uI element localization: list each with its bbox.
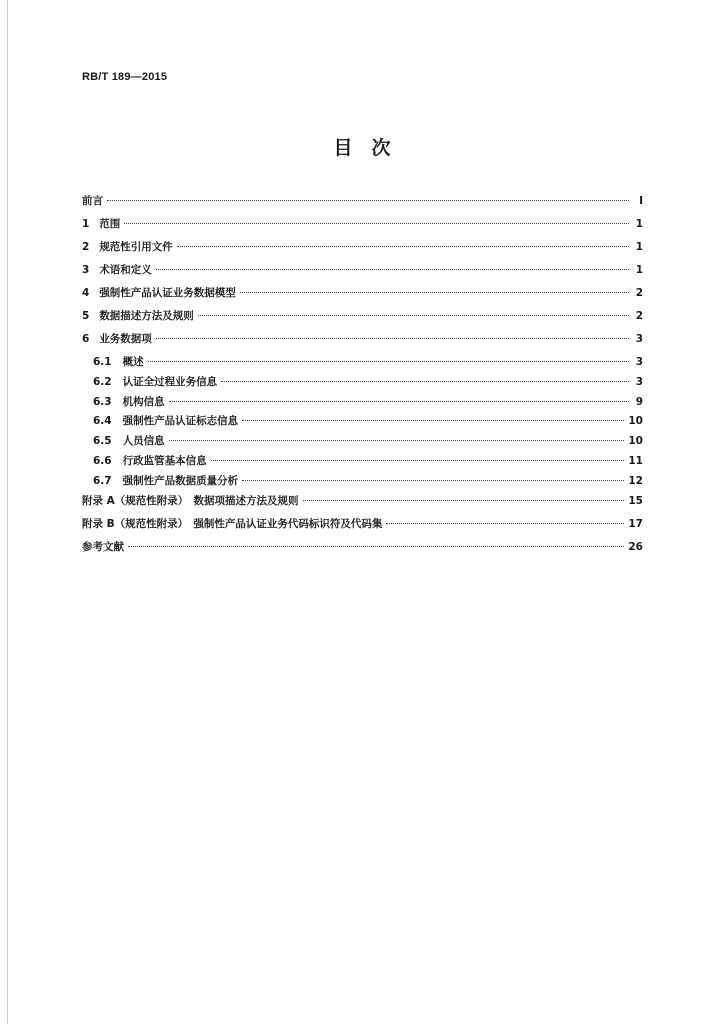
toc-entry[interactable] <box>82 262 643 285</box>
toc-number: 6.6 <box>93 454 112 467</box>
toc-title: 数据描述方法及规则 <box>99 310 194 322</box>
toc-entry[interactable] <box>82 331 643 354</box>
toc-title: 强制性产品数据质量分析 <box>122 474 239 487</box>
page-title: 目 次 <box>333 137 391 159</box>
toc-page-number: 9 <box>635 395 643 408</box>
toc-number: 6.2 <box>93 375 112 388</box>
toc-leader-dots <box>148 361 629 362</box>
toc-leader-dots <box>156 338 629 339</box>
toc-title: 强制性产品认证业务数据模型 <box>99 287 236 299</box>
toc-subentry[interactable] <box>82 413 643 433</box>
toc-page-number: 1 <box>635 264 643 276</box>
toc-title: 业务数据项 <box>99 333 152 345</box>
toc-title: 机构信息 <box>122 395 165 408</box>
toc-page-number: 3 <box>635 356 643 368</box>
toc-page-number: 1 <box>635 241 643 253</box>
toc-entry[interactable] <box>82 539 643 562</box>
toc-page-number: 10 <box>628 435 643 448</box>
toc-number: 5 <box>82 310 90 322</box>
toc-leader-dots <box>169 440 625 441</box>
toc-title: 参考文献 <box>82 540 124 553</box>
toc-page-number: 15 <box>628 494 643 507</box>
toc-entry[interactable] <box>82 285 643 308</box>
toc-page-number: 26 <box>628 540 643 553</box>
toc-number: 6.7 <box>93 474 112 487</box>
toc-page-number: 11 <box>628 454 643 467</box>
toc-title: 范围 <box>99 218 121 230</box>
toc-number: 2 <box>82 241 90 253</box>
toc-leader-dots <box>221 381 629 382</box>
toc-entry[interactable] <box>82 308 643 331</box>
toc-page-number: 2 <box>635 310 643 322</box>
toc-subentry[interactable] <box>82 453 643 473</box>
toc-leader-dots <box>386 523 624 524</box>
toc-leader-dots <box>242 480 624 481</box>
toc-title: 认证全过程业务信息 <box>122 375 218 388</box>
toc-number: 4 <box>82 287 90 299</box>
toc-leader-dots <box>128 546 624 547</box>
table-of-contents <box>82 193 643 562</box>
toc-subentry[interactable] <box>82 433 643 453</box>
toc-number: 6 <box>82 333 90 345</box>
toc-entry[interactable] <box>82 193 643 216</box>
toc-leader-dots <box>242 420 624 421</box>
toc-title: 人员信息 <box>122 435 165 448</box>
toc-leader-dots <box>303 500 625 501</box>
toc-leader-dots <box>198 315 629 316</box>
toc-leader-dots <box>211 460 625 461</box>
toc-leader-dots <box>177 246 629 247</box>
toc-page-number: 17 <box>628 517 643 530</box>
toc-leader-dots <box>107 200 629 201</box>
toc-title: 附录 A（规范性附录） 数据项描述方法及规则 <box>82 494 299 507</box>
toc-entry[interactable] <box>82 516 643 539</box>
toc-page-number: 3 <box>635 375 643 388</box>
toc-subentry[interactable] <box>82 374 643 394</box>
toc-title: 强制性产品认证标志信息 <box>122 415 239 428</box>
toc-number: 6.5 <box>93 435 112 448</box>
toc-number: 6.4 <box>93 415 112 428</box>
toc-page-number: Ⅰ <box>639 195 643 207</box>
toc-title: 前言 <box>82 195 103 207</box>
toc-title: 规范性引用文件 <box>99 241 173 253</box>
toc-title: 附录 B（规范性附录） 强制性产品认证业务代码标识符及代码集 <box>82 517 383 530</box>
toc-page-number: 1 <box>635 218 643 230</box>
toc-leader-dots <box>240 292 629 293</box>
toc-leader-dots <box>156 269 629 270</box>
toc-title: 行政监管基本信息 <box>122 454 207 467</box>
toc-title: 术语和定义 <box>99 264 152 276</box>
toc-page-number: 2 <box>635 287 643 299</box>
toc-page-number: 10 <box>628 415 643 428</box>
toc-leader-dots <box>169 401 629 402</box>
toc-entry[interactable] <box>82 216 643 239</box>
toc-entry[interactable] <box>82 239 643 262</box>
toc-number: 6.1 <box>93 356 112 368</box>
toc-subentry[interactable] <box>82 473 643 493</box>
toc-page-number: 3 <box>635 333 643 345</box>
toc-page-number: 12 <box>628 474 643 487</box>
toc-leader-dots <box>124 223 629 224</box>
toc-entry[interactable] <box>82 493 643 516</box>
toc-subentry[interactable] <box>82 354 643 374</box>
toc-number: 6.3 <box>93 395 112 408</box>
toc-number: 1 <box>82 218 90 230</box>
toc-subentry[interactable] <box>82 394 643 414</box>
standard-code: RB/T 189—2015 <box>82 71 168 83</box>
toc-title: 概述 <box>122 356 144 368</box>
toc-number: 3 <box>82 264 90 276</box>
